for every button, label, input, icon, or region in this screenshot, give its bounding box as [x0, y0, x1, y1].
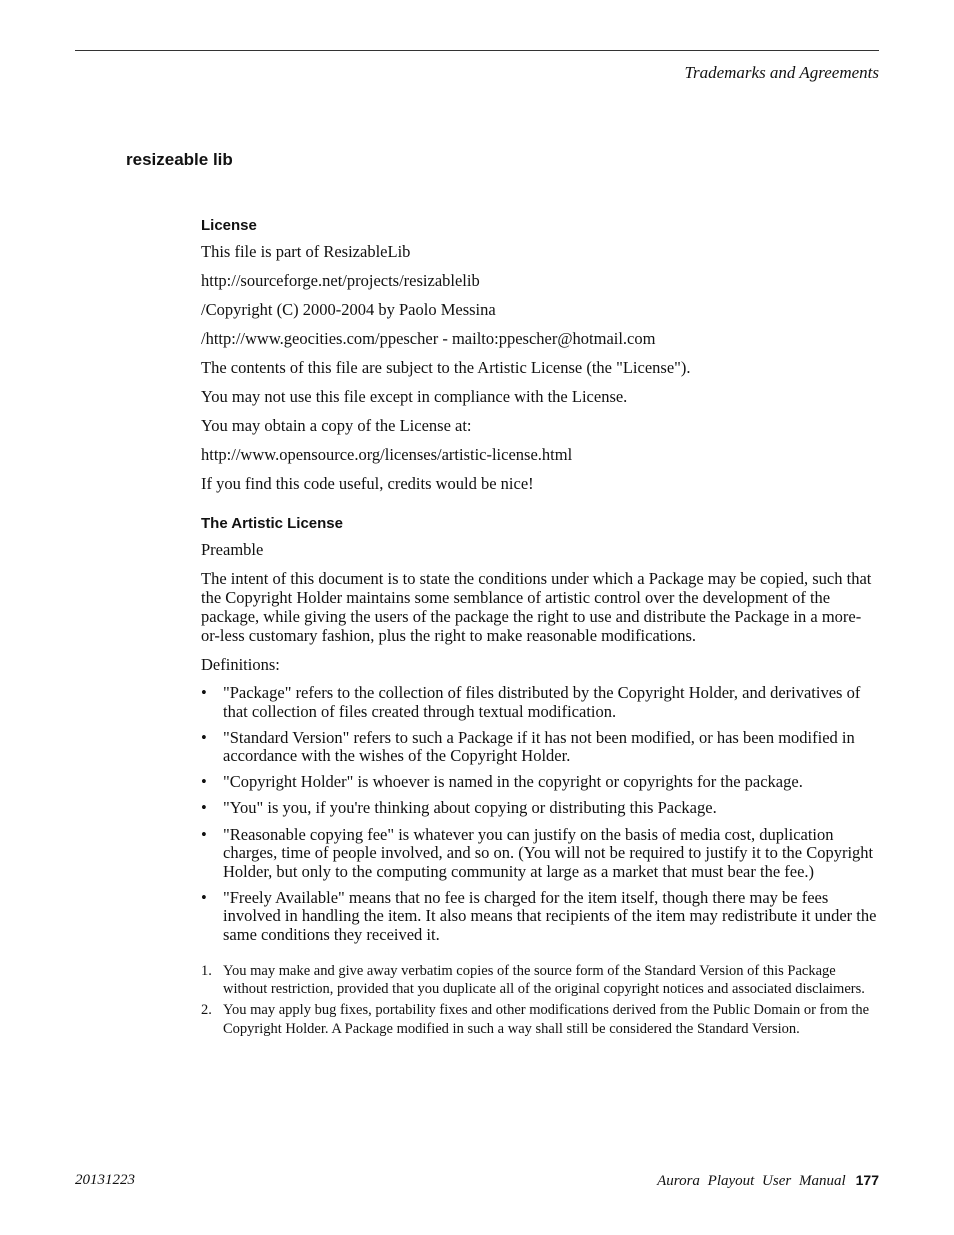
bullet-icon: •	[201, 772, 207, 792]
bullet-icon: •	[201, 798, 207, 818]
condition-item	[201, 1001, 879, 1038]
conditions-list	[201, 962, 879, 1039]
definition-item	[201, 826, 879, 882]
definitions-label: Definitions:	[201, 655, 280, 674]
bullet-icon: •	[201, 824, 207, 844]
artistic-license-heading: The Artistic License	[201, 515, 343, 532]
license-line: This file is part of ResizableLib	[201, 242, 411, 261]
definition-text: "You" is you, if you're thinking about copying or distributing this Package.	[223, 798, 717, 818]
definition-item	[201, 773, 879, 792]
bullet-icon: •	[201, 887, 207, 907]
header-rule	[75, 50, 879, 51]
definitions-list	[201, 684, 879, 945]
license-line: /Copyright (C) 2000-2004 by Paolo Messina	[201, 300, 496, 319]
definition-text: "Reasonable copying fee" is whatever you can justify on the basis of media cost, duplication charges, time of people involved, and so on. (You will not be required to justify it to the Copyright Holder, but only to the computing community at large as a market that must bear the fee.)	[223, 824, 874, 881]
definition-text: "Freely Available" means that no fee is charged for the item itself, though there may be fees involved in handling the item. It also means that recipients of the item may redistribute it under the same conditions they received it.	[223, 887, 877, 945]
definition-item	[201, 684, 879, 721]
license-line: /http://www.geocities.com/ppescher - mailto:ppescher@hotmail.com	[201, 329, 656, 348]
footer-right	[657, 1172, 879, 1190]
page-number: 177	[855, 1172, 879, 1188]
condition-text: You may make and give away verbatim copies of the source form of the Standard Version of this Package without restriction, provided that you duplicate all of the original copyright notices and associated disclaimers.	[223, 962, 865, 998]
condition-item	[201, 962, 879, 999]
footer-manual-title: Aurora Playout User Manual	[657, 1173, 846, 1189]
section-title: resizeable lib	[126, 150, 233, 169]
artistic-license-section	[201, 514, 879, 1039]
main-content	[201, 216, 879, 1041]
intent-paragraph: The intent of this document is to state the conditions under which a Package may be copied, such that the Copyright Holder maintains some semblance of artistic control over the development of the package, while giving the users of the package the right to use and distribute the Package in a more-or-less customary fashion, plus the right to make reasonable modifications.	[201, 569, 872, 645]
definition-item	[201, 889, 879, 945]
license-line: http://www.opensource.org/licenses/artistic-license.html	[201, 445, 573, 464]
license-line: You may not use this file except in compliance with the License.	[201, 387, 628, 406]
condition-number: 2.	[201, 1002, 212, 1019]
license-heading: License	[201, 217, 257, 234]
definition-item	[201, 799, 879, 818]
condition-text: You may apply bug fixes, portability fixes and other modifications derived from the Public Domain or from the Copyright Holder. A Package modified in such a way shall still be considered the Standard Version.	[223, 1002, 870, 1037]
bullet-icon: •	[201, 727, 207, 747]
license-line: The contents of this file are subject to the Artistic License (the "License").	[201, 358, 691, 377]
definition-text: "Copyright Holder" is whoever is named in the copyright or copyrights for the package.	[223, 772, 803, 792]
preamble-label: Preamble	[201, 540, 264, 559]
license-line: http://sourceforge.net/projects/resizablelib	[201, 271, 480, 290]
running-header: Trademarks and Agreements	[684, 63, 879, 82]
condition-number: 1.	[201, 962, 212, 979]
license-line: If you find this code useful, credits would be nice!	[201, 474, 534, 493]
definition-item	[201, 729, 879, 766]
definition-text: "Standard Version" refers to such a Package if it has not been modified, or has been modified in accordance with the wishes of the Copyright Holder.	[223, 727, 855, 766]
definition-text: "Package" refers to the collection of files distributed by the Copyright Holder, and derivatives of that collection of files created through textual modification.	[223, 683, 861, 721]
license-line: You may obtain a copy of the License at:	[201, 416, 472, 435]
bullet-icon: •	[201, 683, 207, 702]
footer-date: 20131223	[75, 1172, 135, 1188]
